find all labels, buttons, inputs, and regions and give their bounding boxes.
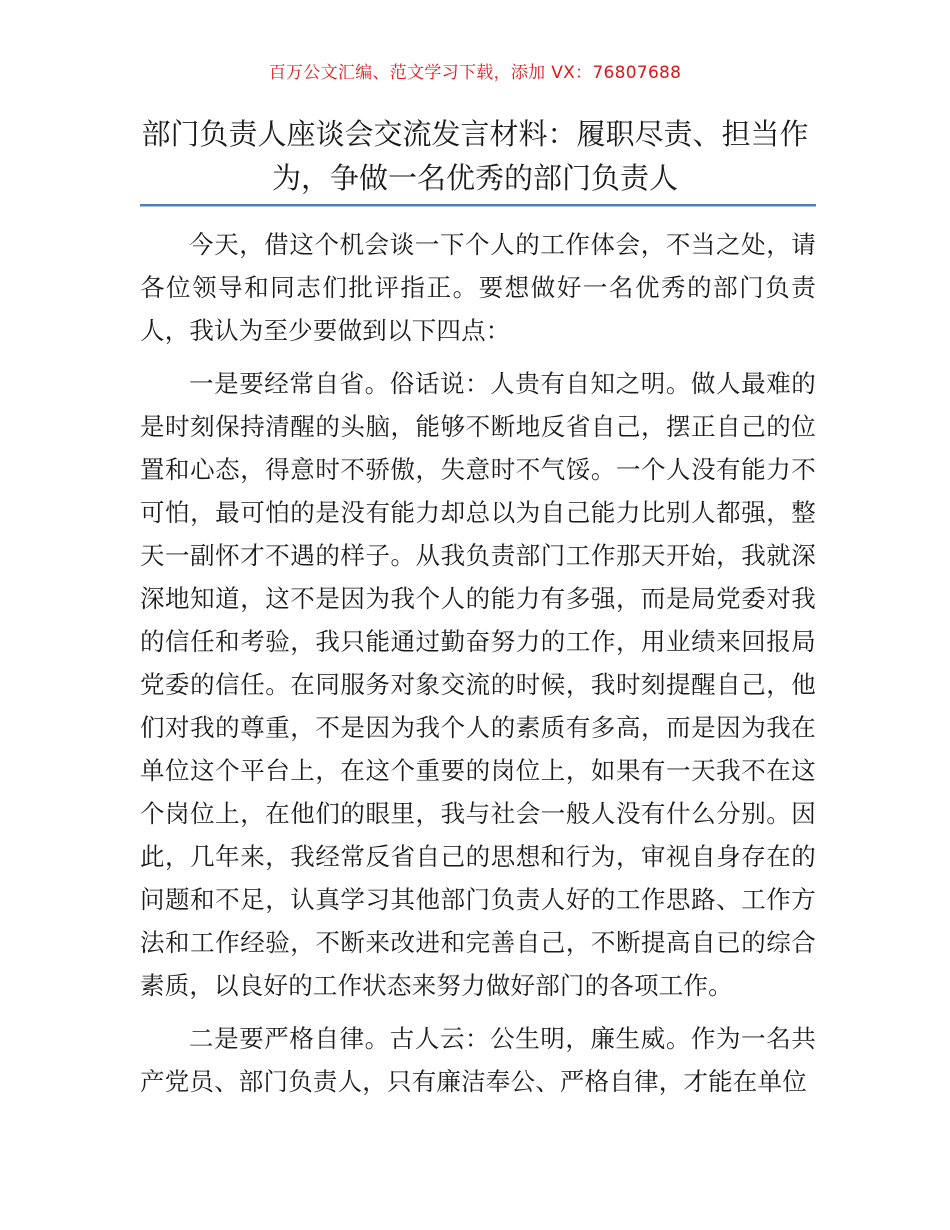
paragraph-point-two: 二是要严格自律。古人云：公生明，廉生威。作为一名共产党员、部门负责人，只有廉洁奉公、严格自律，才能在单位 (140, 1024, 816, 1096)
paragraph-intro: 今天，借这个机会谈一下个人的工作体会，不当之处，请各位领导和同志们批评指正。要想做好一名优秀的部门负责人，我认为至少要做到以下四点： (140, 230, 816, 345)
paragraph-point-one: 一是要经常自省。俗话说：人贵有自知之明。做人最难的是时刻保持清醒的头脑，能够不断地反省自己，摆正自己的位置和心态，得意时不骄傲，失意时不气馁。一个人没有能力不可怕，最可怕的是没有能力却总以为自己能力比别人都强，整天一副怀才不遇的样子。从我负责部门工作那天开始，我就深深地知道，这不是因为我个人的能力有多强，而是局党委对我的信任和考验，我只能通过勤奋努力的工作，用业绩来回报局党委的信任。在同服务对象交流的时候，我时刻提醒自己，他们对我的尊重，不是因为我个人的素质有多高，而是因为我在单位这个平台上，在这个重要的岗位上，如果有一天我不在这个岗位上，在他们的眼里，我与社会一般人没有什么分别。因此，几年来，我经常反省自己的思想和行为，审视自身存在的问题和不足，认真学习其他部门负责人好的工作思路、工作方法和工作经验，不断来改进和完善自己，不断提高自已的综合素质，以良好的工作状态来努力做好部门的各项工作。 (140, 369, 816, 1000)
title-divider (140, 204, 816, 206)
document-title: 部门负责人座谈会交流发言材料：履职尽责、担当作为，争做一名优秀的部门负责人 (141, 117, 809, 195)
watermark-banner: 百万公文汇编、范文学习下载，添加 VX：76807688 (268, 63, 682, 83)
document-body (140, 223, 816, 1113)
